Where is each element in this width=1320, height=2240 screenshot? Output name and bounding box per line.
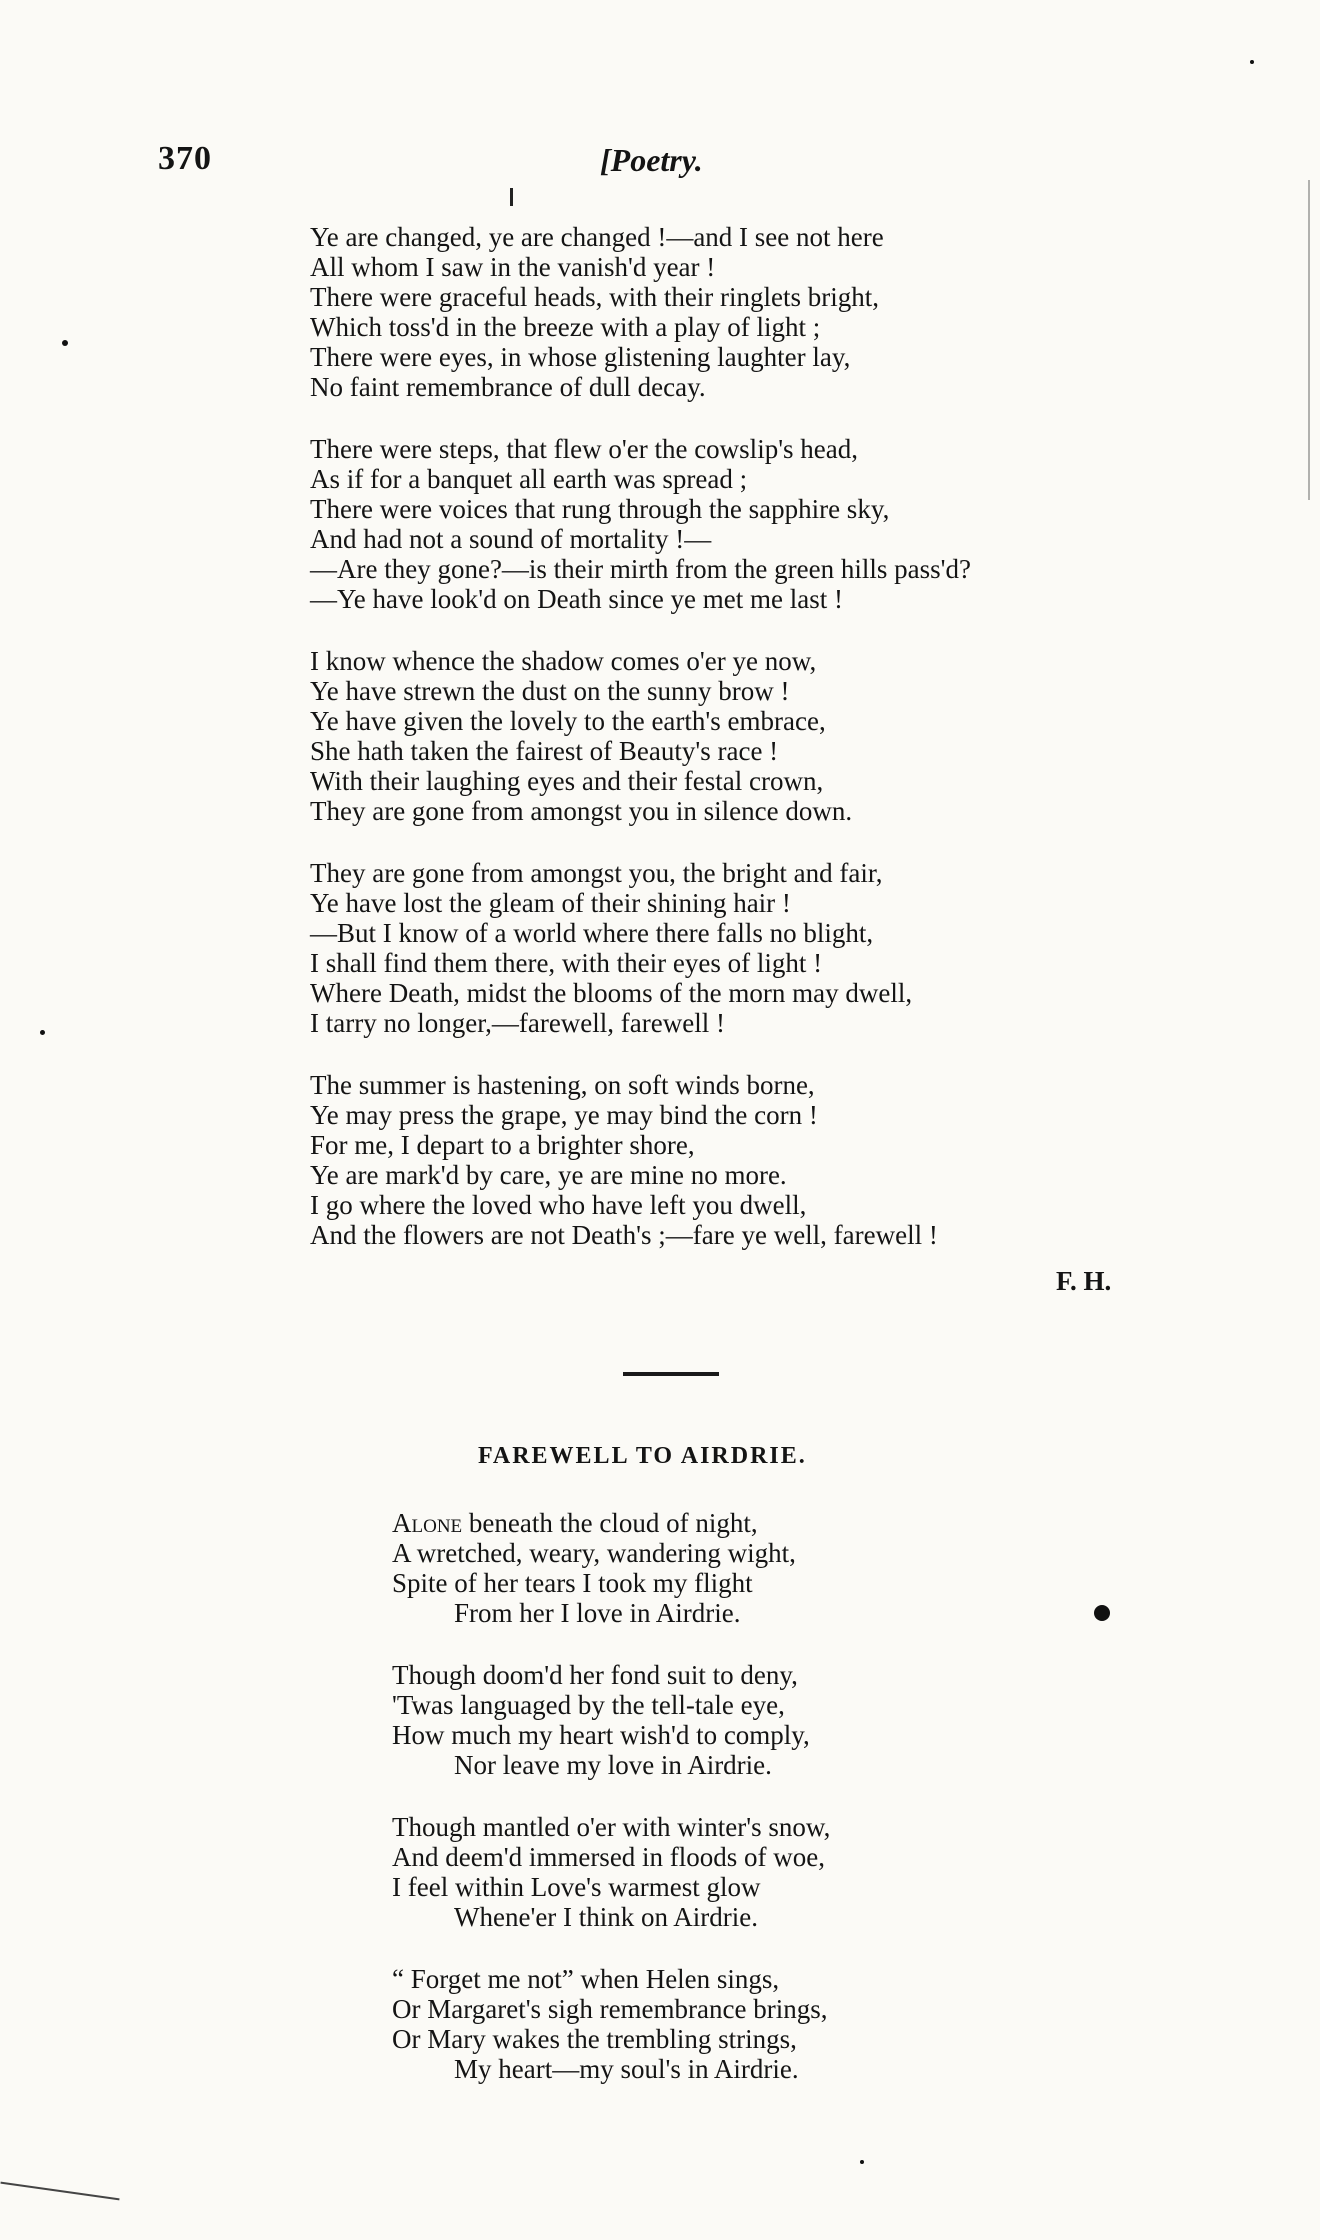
ink-blot [1094,1605,1110,1621]
page-edge-mark [1308,180,1310,500]
verse-line: Or Margaret's sigh remembrance brings, [392,1994,828,2024]
opening-line-text: beneath the cloud of night, [462,1508,758,1538]
verse-line: I shall find them there, with their eyes of light ! [310,948,823,978]
verse-line: I feel within Love's warmest glow [392,1872,761,1902]
verse-line: Which toss'd in the breeze with a play of light ; [310,312,821,342]
verse-line: Spite of her tears I took my flight [392,1568,753,1598]
poem-one [310,222,1190,1282]
author-signature: F. H. [1056,1266,1112,1296]
refrain-line: From her I love in Airdrie. [454,1598,741,1628]
verse-line: Ye have lost the gleam of their shining hair ! [310,888,791,918]
verse-line: They are gone from amongst you, the bright and fair, [310,858,883,888]
verse-line: Though doom'd her fond suit to deny, [392,1660,798,1690]
verse-line: Where Death, midst the blooms of the morn may dwell, [310,978,913,1008]
verse-line: The summer is hastening, on soft winds borne, [310,1070,815,1100]
print-mark [510,188,513,206]
verse-line: No faint remembrance of dull decay. [310,372,706,402]
stanza [392,1660,1032,1780]
ink-speck [40,1030,45,1035]
verse-line: Or Mary wakes the trembling strings, [392,2024,797,2054]
stanza [392,1812,1032,1932]
refrain-line: My heart—my soul's in Airdrie. [454,2054,799,2084]
verse-line: I go where the loved who have left you dwell, [310,1190,807,1220]
stanza [392,1964,1032,2084]
verse-line: Ye may press the grape, ye may bind the corn ! [310,1100,818,1130]
verse-line: And deem'd immersed in floods of woe, [392,1842,826,1872]
section-divider [623,1372,719,1376]
stanza [310,858,1190,1038]
ink-speck [1250,60,1254,64]
verse-line: For me, I depart to a brighter shore, [310,1130,695,1160]
refrain-line: Whene'er I think on Airdrie. [454,1902,759,1932]
opening-word: Alone [392,1508,463,1538]
verse-line: “ Forget me not” when Helen sings, [392,1964,780,1994]
stanza [310,222,1190,402]
poem-title: FAREWELL TO AIRDRIE. [478,1443,807,1469]
verse-line: Ye are mark'd by care, ye are mine no more. [310,1160,787,1190]
poem-two [392,1508,1032,2116]
verse-line: There were eyes, in whose glistening laughter lay, [310,342,851,372]
ink-speck [62,340,68,346]
verse-line: And the flowers are not Death's ;—fare ye well, farewell ! [310,1220,938,1250]
verse-line: I tarry no longer,—farewell, farewell ! [310,1008,725,1038]
verse-line: —Ye have look'd on Death since ye met me last ! [310,584,843,614]
verse-line: There were steps, that flew o'er the cowslip's head, [310,434,859,464]
ink-speck [860,2160,864,2164]
verse-line: How much my heart wish'd to comply, [392,1720,810,1750]
verse-line: With their laughing eyes and their festal crown, [310,766,824,796]
running-head: [Poetry. [600,142,703,178]
verse-line [392,1508,1032,1538]
stanza [310,646,1190,826]
verse-line: —Are they gone?—is their mirth from the green hills pass'd? [310,554,971,584]
stanza [392,1508,1032,1628]
verse-line: She hath taken the fairest of Beauty's race ! [310,736,779,766]
verse-line: All whom I saw in the vanish'd year ! [310,252,716,282]
verse-line: —But I know of a world where there falls no blight, [310,918,874,948]
verse-line: Ye are changed, ye are changed !—and I see not here [310,222,884,252]
stanza [310,1070,1190,1250]
page-edge-mark [0,2182,119,2201]
verse-line: Ye have strewn the dust on the sunny brow ! [310,676,790,706]
verse-line: 'Twas languaged by the tell-tale eye, [392,1690,785,1720]
verse-line: They are gone from amongst you in silence down. [310,796,853,826]
verse-line: I know whence the shadow comes o'er ye now, [310,646,817,676]
stanza [310,434,1190,614]
verse-line: There were voices that rung through the sapphire sky, [310,494,890,524]
verse-line: Ye have given the lovely to the earth's embrace, [310,706,826,736]
verse-line: There were graceful heads, with their ringlets bright, [310,282,880,312]
refrain-line: Nor leave my love in Airdrie. [454,1750,772,1780]
verse-line: Though mantled o'er with winter's snow, [392,1812,831,1842]
verse-line: A wretched, weary, wandering wight, [392,1538,796,1568]
page-number: 370 [158,140,212,177]
verse-line: As if for a banquet all earth was spread ; [310,464,748,494]
verse-line: And had not a sound of mortality !— [310,524,712,554]
